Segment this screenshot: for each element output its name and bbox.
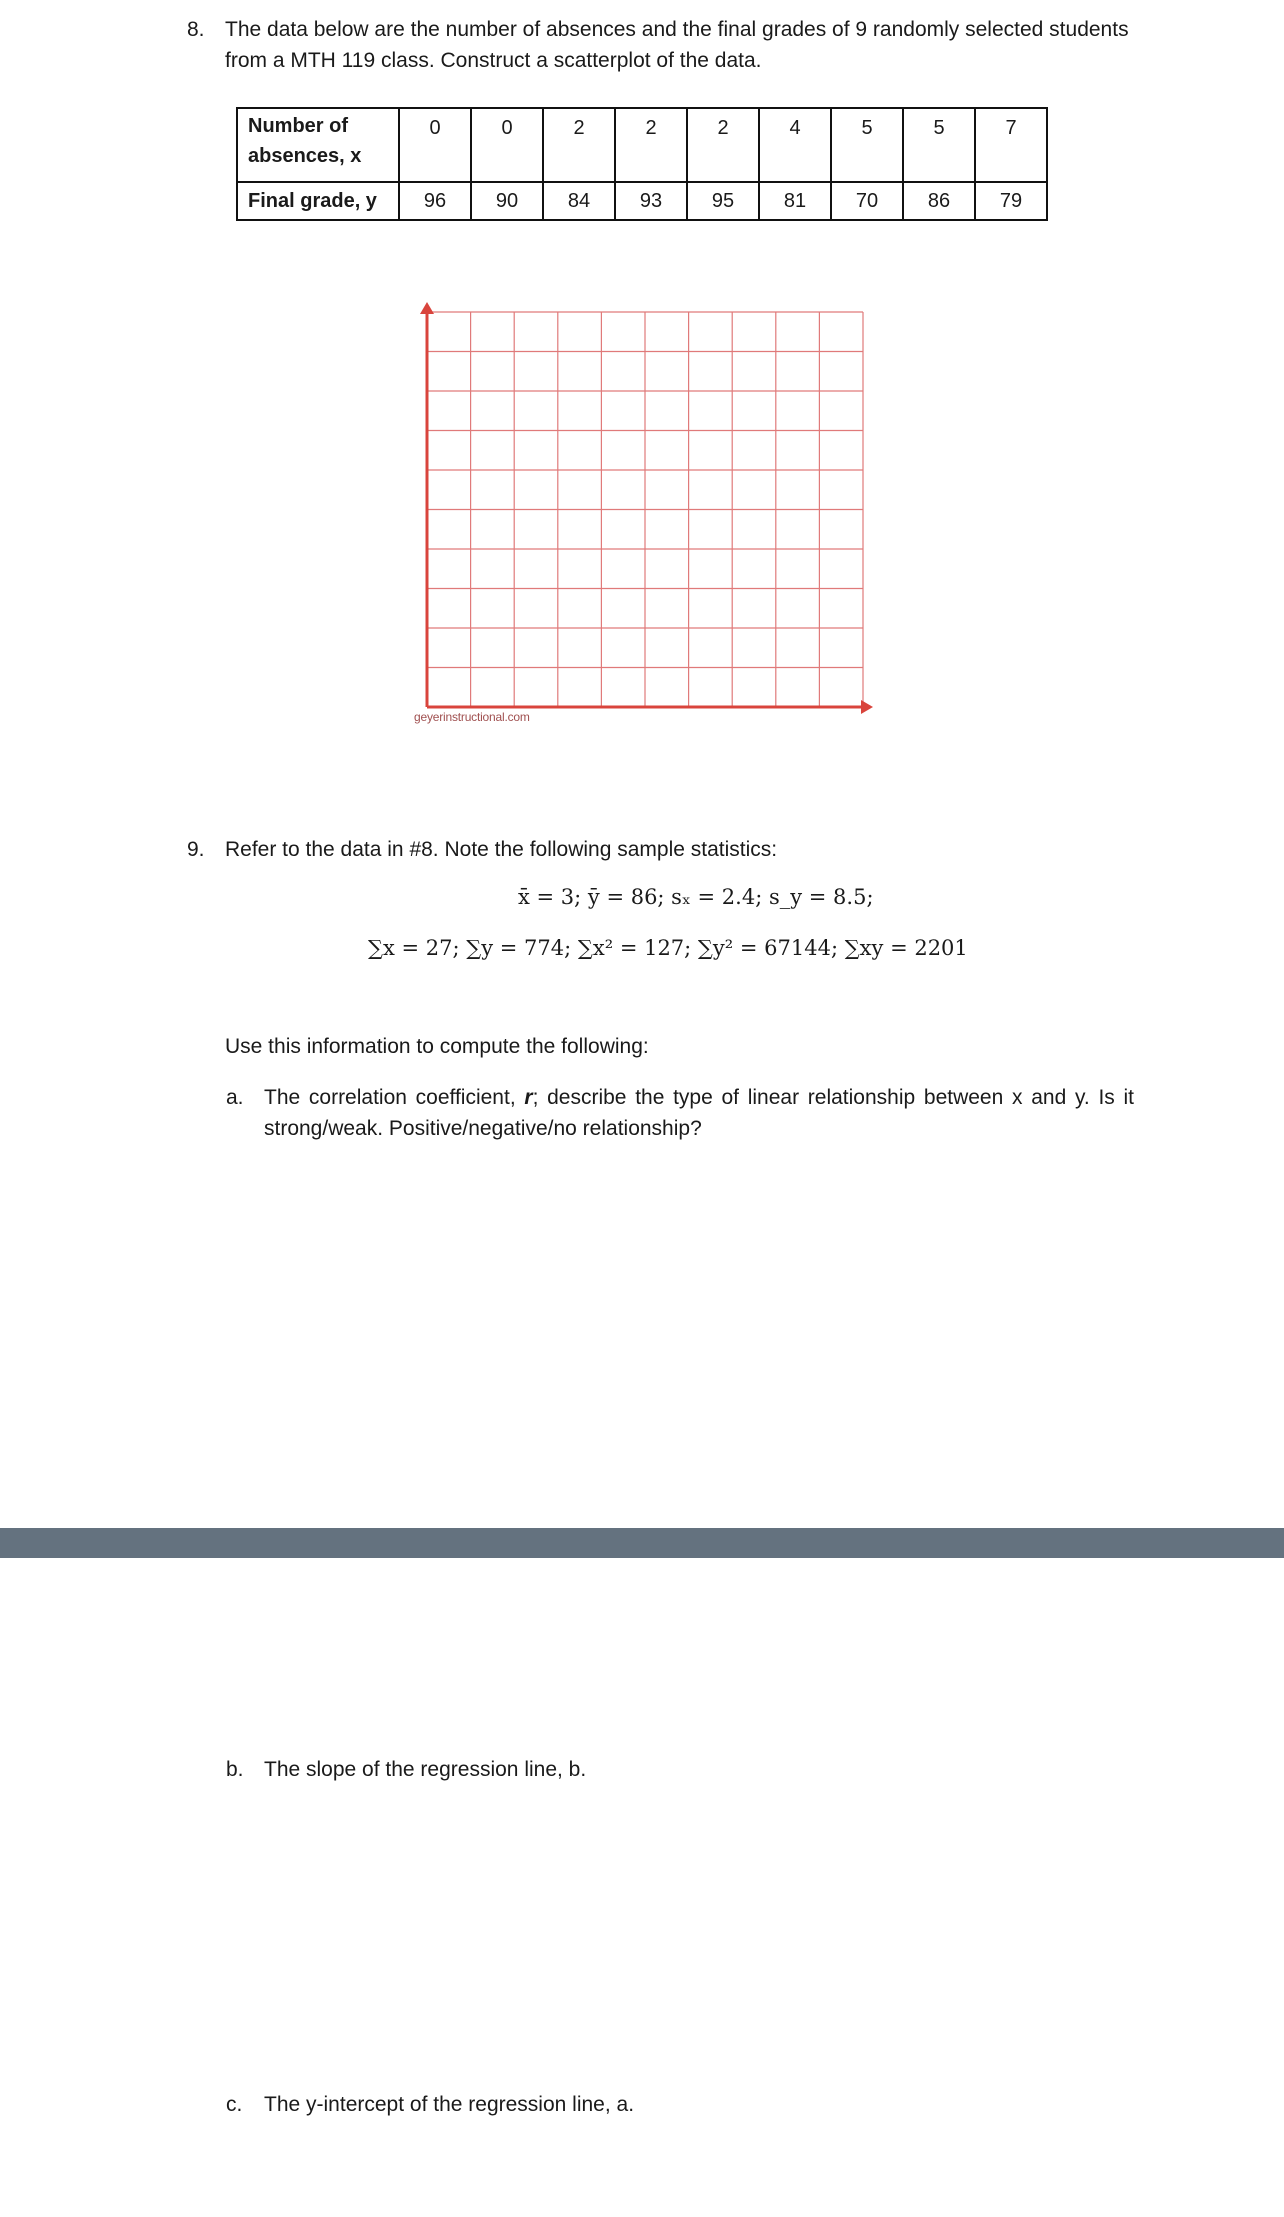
- data-table: [236, 107, 1048, 221]
- x-value: 4: [759, 108, 831, 182]
- question-8-text: The data below are the number of absences and the final grades of 9 randomly selected students from a MTH 119 class. Construct a scatterplot of the data.: [225, 18, 1129, 72]
- y-label: Final grade, y: [237, 182, 399, 220]
- x-value: 2: [543, 108, 615, 182]
- part-b-text: The slope of the regression line, b.: [264, 1758, 587, 1781]
- x-value: 0: [399, 108, 471, 182]
- y-value: 70: [831, 182, 903, 220]
- page-divider-band: [0, 1528, 1284, 1558]
- stats-line-2: ∑x = 27; ∑y = 774; ∑x² = 127; ∑y² = 67144; ∑xy = 2201: [368, 936, 968, 960]
- r-symbol: r: [524, 1086, 533, 1109]
- y-value: 93: [615, 182, 687, 220]
- y-value: 79: [975, 182, 1047, 220]
- table-row-x: [237, 108, 1047, 182]
- part-c-text: The y-intercept of the regression line, a.: [264, 2093, 635, 2116]
- question-8-number: 8.: [187, 18, 205, 41]
- blank-graph-grid[interactable]: [410, 300, 880, 730]
- y-value: 84: [543, 182, 615, 220]
- y-value: 81: [759, 182, 831, 220]
- x-value: 7: [975, 108, 1047, 182]
- x-value: 5: [831, 108, 903, 182]
- x-value: 2: [615, 108, 687, 182]
- part-a-text: [264, 1082, 1134, 1144]
- part-b-letter: b.: [226, 1758, 244, 1781]
- question-9-number: 9.: [187, 838, 205, 861]
- y-axis-arrow-icon: [420, 302, 434, 314]
- part-c-letter: c.: [226, 2093, 243, 2116]
- y-value: 90: [471, 182, 543, 220]
- graph-watermark: geyerinstructional.com: [414, 710, 530, 724]
- instruction-text: Use this information to compute the following:: [225, 1035, 649, 1058]
- x-axis-arrow-icon: [861, 700, 873, 714]
- grid-lines: [427, 312, 863, 707]
- y-value: 96: [399, 182, 471, 220]
- part-a-letter: a.: [226, 1086, 244, 1109]
- stats-line-1: x̄ = 3; ȳ = 86; sₓ = 2.4; s_y = 8.5;: [518, 885, 874, 909]
- x-label: Number of absences, x: [237, 108, 399, 182]
- x-value: 5: [903, 108, 975, 182]
- question-9-text: Refer to the data in #8. Note the following sample statistics:: [225, 838, 778, 861]
- part-a-text-after: ; describe the type of linear relationship between x and y. Is it strong/weak. Positive/negative/no relationship?: [264, 1086, 1134, 1140]
- x-value: 2: [687, 108, 759, 182]
- part-a-text-before: The correlation coefficient,: [264, 1086, 525, 1109]
- x-value: 0: [471, 108, 543, 182]
- table-row-y: [237, 182, 1047, 220]
- y-value: 86: [903, 182, 975, 220]
- y-value: 95: [687, 182, 759, 220]
